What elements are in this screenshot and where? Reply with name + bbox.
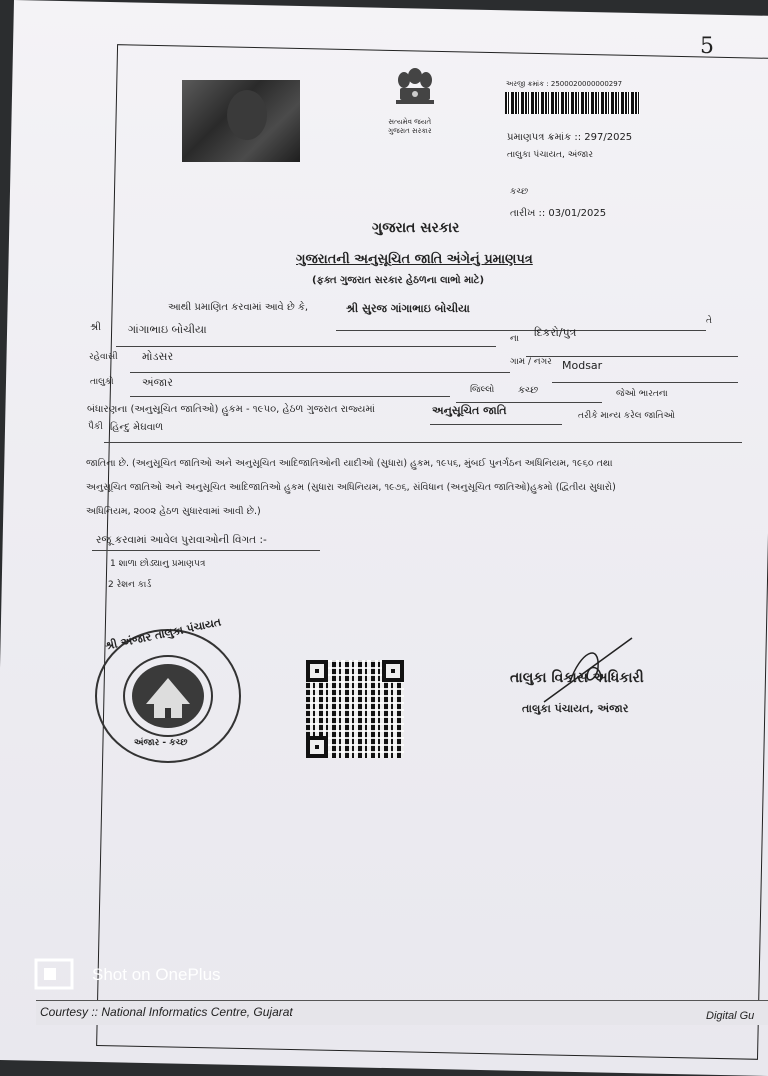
qr-code	[306, 660, 404, 758]
signatory-title: તાલુકા વિકાસ અધિકારી	[510, 670, 644, 686]
order-text: બંધારણના (અનુસૂચિત જાતિઓ) હુકમ - ૧૯૫૦, હેઠળ ગુજરાત રાજ્યમાં	[87, 404, 375, 415]
certificate-number: પ્રમાણપત્ર ક્રમાંક :: 297/2025	[507, 132, 633, 143]
header-district: કચ્છ	[510, 187, 529, 197]
officer-signature-icon	[540, 632, 640, 706]
category: અનુસૂચિત જાતિ	[432, 404, 507, 417]
district-label: જિલ્લો	[470, 385, 495, 395]
rule	[336, 330, 706, 331]
village-label: ગામ / નગર	[510, 357, 552, 367]
taluka-value: અંજાર	[142, 376, 173, 389]
father-name: ગાંગાભાઇ બોચીયા	[128, 323, 207, 336]
india-text: જેઓ ભારતના	[616, 389, 668, 399]
govt-heading: ગુજરાત સરકાર	[372, 220, 460, 236]
emblem-caption: સત્યમેવ જયતે ગુજરાત સરકાર	[388, 118, 432, 135]
district-value: કચ્છ	[518, 385, 539, 396]
oneplus-logo-icon	[34, 958, 74, 990]
rule	[116, 346, 496, 347]
application-number: અરજી ક્રમાંક : 2500020000000297	[506, 80, 623, 88]
signatory-office: તાલુકા પંચાયત, અંજાર	[522, 702, 629, 715]
barcode	[505, 92, 640, 114]
certificate-subtitle: (ફક્ત ગુજરાત સરકાર હેઠળના લાભો માટે)	[312, 275, 485, 286]
paragraph-line-1: જાતિના છે. (અનુસૂચિત જાતિઓ અને અનુસૂચિત આદિજાતિઓની યાદીઓ (સુધારા) હુકમ, ૧૯૫૬, મુંબઈ પુનર્ગઠન અધિનિયમ, ૧૯૬૦ તથા	[86, 458, 613, 469]
certify-prefix: આથી પ્રમાણિત કરવામાં આવે છે કે,	[168, 302, 309, 313]
seal-ring-bottom: અંજાર - કચ્છ	[134, 738, 188, 748]
taluka-label: તાલુકો	[90, 377, 114, 387]
relation: દિકરો/પુત્ર	[534, 326, 577, 339]
certificate-title: ગુજરાતની અનુસૂચિત જાતિ અંગેનું પ્રમાણપત્ર	[296, 252, 533, 267]
rule	[92, 550, 320, 551]
paragraph-line-2: અનુસૂચિત જાતિઓ અને અનુસૂચિત આદિજાતિઓ હુકમ (સુધારા અધિનિયમ, ૧૯૭૬, સંવિધાન (અનુસૂચિત જાતિઓ)હુકમો (દ્વિતીય સુધારો)	[86, 482, 616, 493]
evidence-item: 1 શાળા છોડ્યાનુ પ્રમાણપત્ર	[110, 559, 206, 569]
rule	[552, 382, 738, 383]
rule	[526, 356, 738, 357]
footer-right-text: Digital Gu	[706, 1010, 755, 1022]
among-text: પૈકી	[88, 422, 103, 432]
evidence-item: 2 રેશન કાર્ડ	[108, 580, 152, 590]
seal-ring-top: શ્રી અંજાર તાલુકા પંચાયત	[104, 615, 223, 653]
rule	[456, 402, 602, 403]
page-mark: 5	[700, 34, 714, 59]
issuing-office: તાલુકા પંચાયત, અંજાર	[507, 150, 593, 160]
evidence-heading: રજૂ કરવામાં આવેલ પુરાવાઓની વિગત :-	[96, 534, 267, 546]
courtesy-text: Courtesy :: National Informatics Centre, Gujarat	[40, 1005, 293, 1019]
na-text: ના	[510, 334, 519, 344]
resident-label: રહેવાસી	[89, 352, 118, 362]
applicant-photo	[182, 80, 300, 162]
rule	[104, 442, 742, 443]
caste: હિન્દુ મેઘવાળ	[110, 422, 164, 433]
paragraph-line-3: અધિનિયમ, ૨૦૦૨ હેઠળ સુધારવામાં આવી છે.)	[86, 506, 261, 517]
resident-value: મોડસર	[142, 350, 174, 363]
father-label: શ્રી	[90, 322, 102, 333]
rule	[130, 396, 450, 397]
recognized-text: તરીકે માન્ય કરેલ જાતિઓ	[578, 411, 675, 421]
village-value: Modsar	[562, 359, 603, 372]
rule	[130, 372, 510, 373]
camera-watermark: Shot on OnePlus	[92, 965, 221, 984]
rule	[430, 424, 562, 425]
holder-name: શ્રી સુરજ ગાંગાભાઇ બોચીયા	[346, 302, 470, 315]
issue-date: તારીખ :: 03/01/2025	[510, 208, 607, 219]
te-text: તે	[706, 316, 712, 326]
certificate-border	[96, 44, 768, 1060]
